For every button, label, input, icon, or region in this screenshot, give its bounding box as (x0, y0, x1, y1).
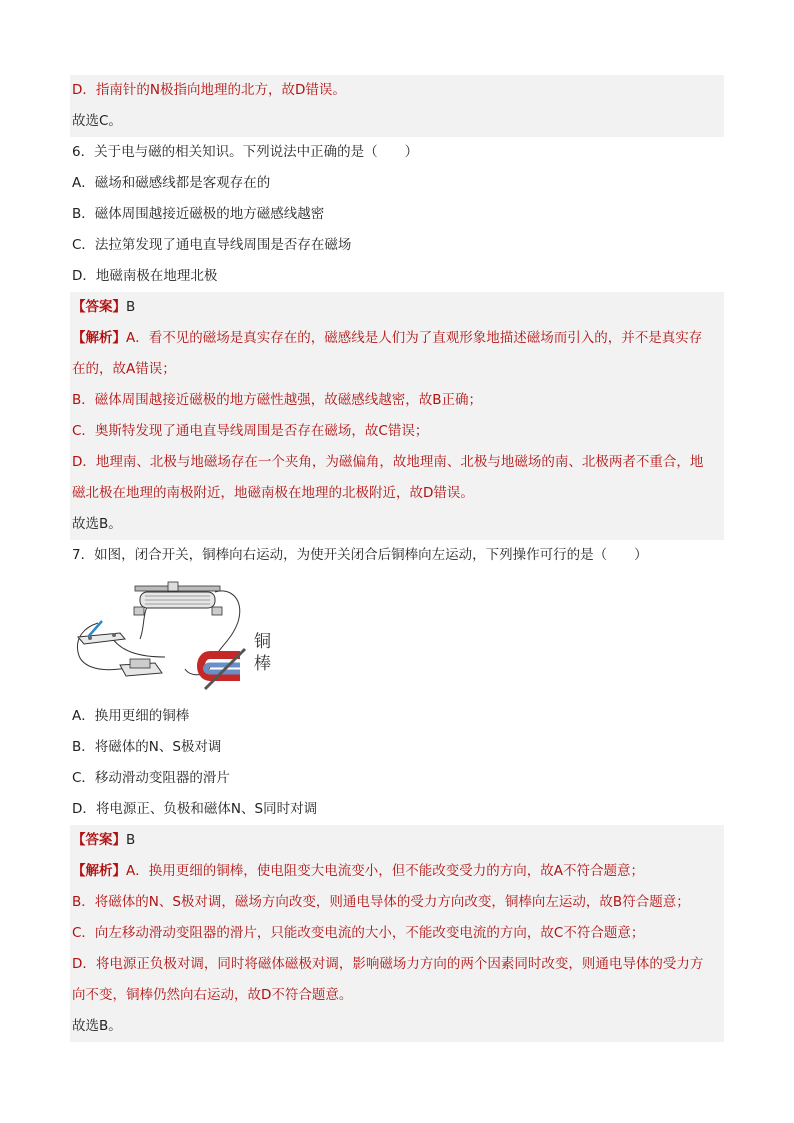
q7-choose-line: 故选B。 (70, 1011, 724, 1042)
q6-option-a: A．磁场和磁感线都是客观存在的 (72, 175, 271, 191)
q6-option-d: D．地磁南极在地理北极 (72, 268, 218, 284)
q7-analysis-line: 向不变，铜棒仍然向右运动，故D不符合题意。 (70, 980, 724, 1011)
q6-analysis-line: 磁北极在地理的南极附近，地磁南极在地理的北极附近，故D错误。 (70, 478, 724, 509)
q6-option-c: C．法拉第发现了通电直导线周围是否存在磁场 (72, 237, 352, 253)
q6-analysis-line: 在的，故A错误； (70, 354, 724, 385)
q5-choose-line: 故选C。 (70, 106, 724, 137)
q7-analysis-line: D．将电源正负极对调，同时将磁体磁极对调，影响磁场力方向的两个因素同时改变，则通电导体的受力方 (70, 949, 724, 980)
q6-choose-line: 故选B。 (70, 509, 724, 540)
q6-analysis-line: C．奥斯特发现了通电直导线周围是否存在磁场，故C错误； (70, 416, 724, 447)
figure-label-rod: 棒 (254, 654, 271, 674)
answer-value: B (126, 299, 136, 315)
q7-stem: 7．如图，闭合开关，铜棒向右运动，为使开关闭合后铜棒向左运动，下列操作可行的是（ ） (72, 547, 648, 563)
answer-tag: 【答案】 (72, 299, 126, 315)
q7-answer (70, 825, 724, 856)
figure-label-copper: 铜 (254, 632, 271, 652)
q6-answer (70, 292, 724, 323)
analysis-tag: 【解析】 (72, 863, 126, 879)
q7-analysis-line: B．将磁体的N、S极对调，磁场方向改变，则通电导体的受力方向改变，铜棒向左运动，故B符合题意； (70, 887, 724, 918)
q7-option-d: D．将电源正、负极和磁体N、S同时对调 (72, 801, 318, 817)
answer-value: B (126, 832, 136, 848)
circuit-diagram (70, 577, 290, 697)
q7-option-a: A．换用更细的铜棒 (72, 708, 190, 724)
analysis-text: A．换用更细的铜棒，使电阻变大电流变小，但不能改变受力的方向，故A不符合题意； (126, 863, 644, 879)
q6-stem: 6．关于电与磁的相关知识。下列说法中正确的是（ ） (72, 144, 419, 160)
q6-analysis-line: D．地理南、北极与地磁场存在一个夹角，为磁偏角，故地理南、北极与地磁场的南、北极两者不重合，地 (70, 447, 724, 478)
q7-option-c: C．移动滑动变阻器的滑片 (72, 770, 230, 786)
rheostat-icon (134, 582, 222, 615)
q7-circuit-figure (70, 571, 724, 701)
battery-icon (120, 659, 162, 676)
answer-tag: 【答案】 (72, 832, 126, 848)
analysis-tag: 【解析】 (72, 330, 126, 346)
q5-option-d-explanation: D．指南针的N极指向地理的北方，故D错误。 (70, 75, 724, 106)
q6-analysis-line: B．磁体周围越接近磁极的地方磁性越强，故磁感线越密，故B正确； (70, 385, 724, 416)
q6-option-b: B．磁体周围越接近磁极的地方磁感线越密 (72, 206, 325, 222)
q7-analysis-line: C．向左移动滑动变阻器的滑片，只能改变电流的大小，不能改变电流的方向，故C不符合题意； (70, 918, 724, 949)
analysis-text: A．看不见的磁场是真实存在的，磁感线是人们为了直观形象地描述磁场而引入的，并不是真实存 (126, 330, 703, 346)
switch-icon (78, 621, 125, 644)
q7-analysis-line (70, 856, 724, 887)
q6-analysis-line (70, 323, 724, 354)
document-page (70, 75, 724, 1042)
q7-option-b: B．将磁体的N、S极对调 (72, 739, 222, 755)
